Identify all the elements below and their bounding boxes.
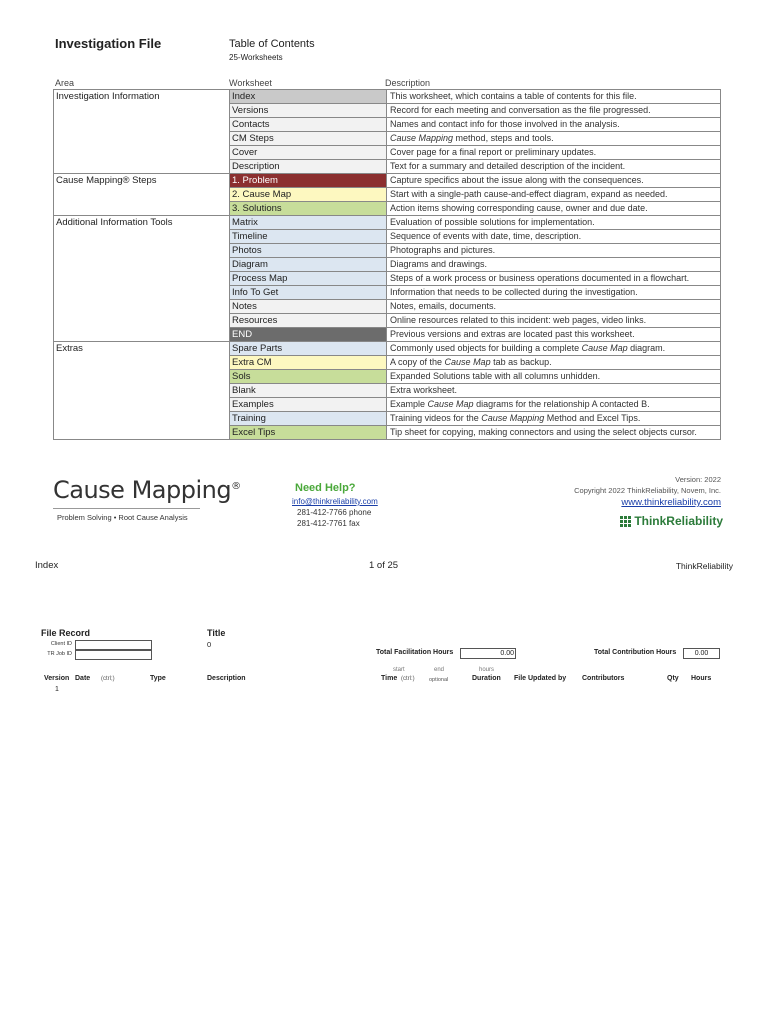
col-date-sub: (ctrl;) (101, 676, 115, 682)
table-row (54, 174, 721, 188)
area-cell (54, 146, 230, 160)
worksheet-link[interactable]: Description (230, 160, 387, 174)
worksheet-link[interactable]: Extra CM (230, 356, 387, 370)
total-facilitation-value: 0.00 (460, 648, 516, 659)
table-row (54, 300, 721, 314)
description-cell: Diagrams and drawings. (387, 258, 721, 272)
title-value: 0 (207, 640, 212, 649)
logo-tagline: Problem Solving • Root Cause Analysis (57, 513, 188, 522)
area-cell (54, 370, 230, 384)
worksheet-link[interactable]: Index (230, 90, 387, 104)
column-header-description: Description (385, 78, 431, 88)
description-cell: Notes, emails, documents. (387, 300, 721, 314)
total-contribution-value: 0.00 (683, 648, 720, 659)
worksheet-link[interactable]: CM Steps (230, 132, 387, 146)
description-cell: Cover page for a final report or preliminary updates. (387, 146, 721, 160)
area-cell: Investigation Information (54, 90, 230, 104)
company-name: ThinkReliability (675, 561, 733, 571)
logo-text: Cause Mapping (53, 476, 232, 504)
table-row (54, 216, 721, 230)
col-qty: Qty (667, 675, 679, 682)
support-phone: 281-412-7766 phone (297, 508, 372, 517)
description-cell: A copy of the Cause Map tab as backup. (387, 356, 721, 370)
description-cell: Start with a single-path cause-and-effect diagram, expand as needed. (387, 188, 721, 202)
page-number: 1 of 25 (369, 560, 399, 571)
logo-underline (53, 508, 200, 509)
description-cell: Expanded Solutions table with all columns unhidden. (387, 370, 721, 384)
table-row (54, 132, 721, 146)
worksheet-link[interactable]: Sols (230, 370, 387, 384)
support-email-link[interactable]: info@thinkreliability.com (292, 497, 378, 506)
worksheet-link[interactable]: Photos (230, 244, 387, 258)
description-cell: Previous versions and extras are located past this worksheet. (387, 328, 721, 342)
index-table (53, 89, 721, 440)
area-cell (54, 244, 230, 258)
description-cell: Text for a summary and detailed description of the incident. (387, 160, 721, 174)
description-cell: Steps of a work process or business operations documented in a flowchart. (387, 272, 721, 286)
table-row (54, 328, 721, 342)
table-row (54, 244, 721, 258)
worksheet-link[interactable]: Diagram (230, 258, 387, 272)
file-record-heading: File Record (41, 628, 91, 638)
area-cell (54, 412, 230, 426)
description-cell: Tip sheet for copying, making connectors and using the select objects cursor. (387, 426, 721, 440)
area-cell (54, 258, 230, 272)
worksheet-link[interactable]: Blank (230, 384, 387, 398)
worksheet-link[interactable]: Versions (230, 104, 387, 118)
cause-mapping-logo (53, 476, 241, 504)
area-cell (54, 300, 230, 314)
table-row (54, 160, 721, 174)
description-cell: Names and contact info for those involved in the analysis. (387, 118, 721, 132)
worksheet-link[interactable]: Training (230, 412, 387, 426)
area-cell (54, 104, 230, 118)
table-row (54, 146, 721, 160)
column-header-area: Area (55, 78, 75, 88)
support-fax: 281-412-7761 fax (297, 519, 360, 528)
col-time-sub: (ctrl:) (401, 676, 415, 682)
col-updated-by: File Updated by (514, 675, 567, 682)
description-cell: Training videos for the Cause Mapping Method and Excel Tips. (387, 412, 721, 426)
description-cell: Online resources related to this incident: web pages, video links. (387, 314, 721, 328)
start-sublabel: start (393, 667, 405, 673)
area-cell (54, 426, 230, 440)
area-cell (54, 160, 230, 174)
grid-icon (620, 516, 631, 527)
sheet-name: Index (35, 560, 59, 571)
worksheet-link[interactable]: END (230, 328, 387, 342)
table-row (54, 104, 721, 118)
hours-sublabel: hours (479, 667, 495, 673)
description-cell: Cause Mapping method, steps and tools. (387, 132, 721, 146)
description-cell: Evaluation of possible solutions for implementation. (387, 216, 721, 230)
worksheet-link[interactable]: 2. Cause Map (230, 188, 387, 202)
brand-name: ThinkReliability (634, 514, 723, 528)
worksheet-link[interactable]: Info To Get (230, 286, 387, 300)
area-cell (54, 230, 230, 244)
col-hours: Hours (691, 675, 712, 682)
worksheet-link[interactable]: Notes (230, 300, 387, 314)
table-row (54, 258, 721, 272)
end-sublabel: end (434, 667, 445, 673)
worksheet-link[interactable]: Timeline (230, 230, 387, 244)
table-row (54, 370, 721, 384)
area-cell (54, 202, 230, 216)
description-cell: This worksheet, which contains a table of contents for this file. (387, 90, 721, 104)
col-date: Date (75, 675, 91, 682)
worksheet-count: 25-Worksheets (229, 53, 283, 62)
table-row (54, 314, 721, 328)
worksheet-link[interactable]: Contacts (230, 118, 387, 132)
worksheet-link[interactable]: 3. Solutions (230, 202, 387, 216)
column-header-worksheet: Worksheet (229, 78, 272, 88)
description-cell: Information that needs to be collected during the investigation. (387, 286, 721, 300)
table-row (54, 230, 721, 244)
area-cell (54, 286, 230, 300)
table-row (54, 272, 721, 286)
worksheet-link[interactable]: Spare Parts (230, 342, 387, 356)
worksheet-link[interactable]: Examples (230, 398, 387, 412)
description-cell: Commonly used objects for building a complete Cause Map diagram. (387, 342, 721, 356)
worksheet-link[interactable]: Process Map (230, 272, 387, 286)
worksheet-link[interactable]: Cover (230, 146, 387, 160)
first-row-version: 1 (55, 686, 59, 693)
need-help-heading: Need Help? (295, 482, 356, 494)
table-row (54, 398, 721, 412)
copyright-text: Copyright 2022 ThinkReliability, Novem, Inc. (574, 486, 721, 495)
table-row (54, 384, 721, 398)
description-cell: Extra worksheet. (387, 384, 721, 398)
area-cell: Additional Information Tools (54, 216, 230, 230)
version-label: Version: 2022 (675, 475, 721, 484)
area-cell (54, 384, 230, 398)
description-cell: Action items showing corresponding cause, owner and due date. (387, 202, 721, 216)
area-cell (54, 314, 230, 328)
area-cell: Extras (54, 342, 230, 356)
title-label: Title (207, 628, 226, 638)
col-contributors: Contributors (582, 675, 625, 682)
col-type: Type (150, 675, 166, 682)
area-cell (54, 272, 230, 286)
col-time: Time (381, 675, 398, 682)
client-id-label: Client ID (50, 641, 72, 647)
area-cell (54, 356, 230, 370)
col-version: Version (44, 675, 70, 682)
description-cell: Capture specifics about the issue along with the consequences. (387, 174, 721, 188)
tr-job-id-field[interactable] (75, 650, 152, 660)
col-optional: optional (429, 677, 449, 683)
table-row (54, 412, 721, 426)
description-cell: Record for each meeting and conversation as the file progressed. (387, 104, 721, 118)
client-id-field[interactable] (75, 640, 152, 650)
total-facilitation-label: Total Facilitation Hours (376, 649, 454, 656)
registered-mark: ® (231, 481, 241, 492)
toc-heading: Table of Contents (229, 38, 315, 50)
worksheet-link[interactable]: Matrix (230, 216, 387, 230)
area-cell (54, 118, 230, 132)
area-cell (54, 398, 230, 412)
table-row (54, 342, 721, 356)
total-contribution-label: Total Contribution Hours (594, 649, 677, 656)
worksheet-link[interactable]: Resources (230, 314, 387, 328)
table-row (54, 286, 721, 300)
worksheet-link[interactable]: 1. Problem (230, 174, 387, 188)
table-row (54, 118, 721, 132)
thinkreliability-logo (620, 514, 723, 528)
area-cell (54, 328, 230, 342)
area-cell (54, 188, 230, 202)
description-cell: Example Cause Map diagrams for the relationship A contacted B. (387, 398, 721, 412)
table-row (54, 426, 721, 440)
table-row (54, 202, 721, 216)
description-cell: Photographs and pictures. (387, 244, 721, 258)
tr-job-id-label: TR Job ID (47, 651, 72, 657)
table-row (54, 188, 721, 202)
website-link[interactable]: www.thinkreliability.com (621, 497, 721, 508)
area-cell: Cause Mapping® Steps (54, 174, 230, 188)
worksheet-link[interactable]: Excel Tips (230, 426, 387, 440)
col-duration: Duration (472, 675, 501, 682)
table-row (54, 90, 721, 104)
description-cell: Sequence of events with date, time, description. (387, 230, 721, 244)
table-row (54, 356, 721, 370)
page-title: Investigation File (55, 36, 162, 51)
area-cell (54, 132, 230, 146)
col-description: Description (207, 675, 246, 682)
